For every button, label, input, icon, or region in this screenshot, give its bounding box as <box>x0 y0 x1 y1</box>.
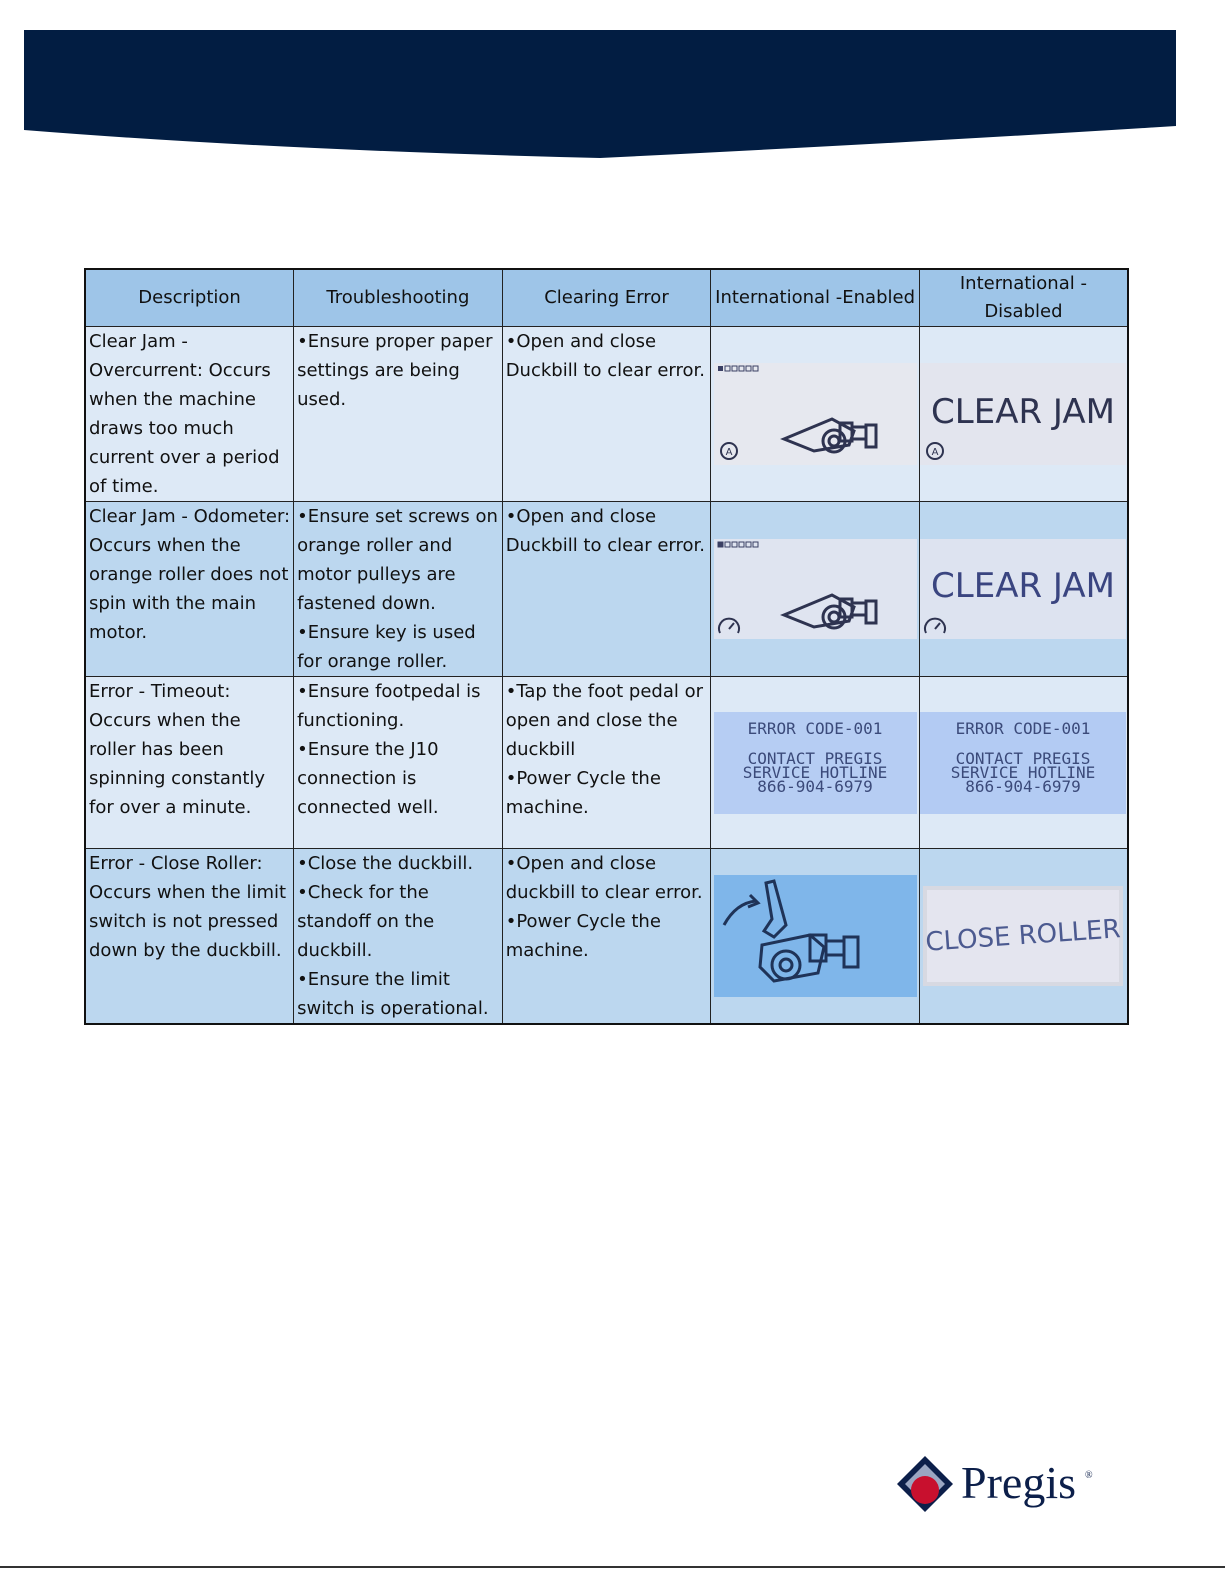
header-banner <box>24 30 1176 160</box>
lcd-text-line: 866-904-6979 <box>965 776 1082 796</box>
lcd-screen <box>714 363 917 465</box>
lcd-text-line: SERVICE HOTLINE <box>742 762 887 782</box>
pregis-logo-mark <box>893 1452 1098 1514</box>
pregis-logo <box>893 1452 1098 1514</box>
troubleshooting-item: • Ensure set screws on orange roller and motor pulleys are fastened down. <box>297 502 499 618</box>
lcd-screen <box>920 539 1126 639</box>
lcd-text: CLOSE ROLLER <box>924 914 1122 958</box>
table-row <box>85 327 1128 502</box>
troubleshooting-cell <box>294 502 503 677</box>
header-international-disabled: International - Disabled <box>919 269 1128 327</box>
clearing-item: • Power Cycle the machine. <box>506 764 708 822</box>
description-cell: Clear Jam - Odometer: Occurs when the orange roller does not spin with the main motor. <box>85 502 294 677</box>
troubleshooting-cell <box>294 677 503 849</box>
clearing-cell <box>502 327 711 502</box>
clearing-item: • Power Cycle the machine. <box>506 907 708 965</box>
troubleshooting-cell <box>294 849 503 1025</box>
lcd-screen <box>923 886 1123 986</box>
lcd-text: CLEAR JAM <box>931 566 1116 606</box>
intl-enabled-cell <box>711 849 920 1025</box>
troubleshooting-item: • Close the duckbill. <box>297 849 499 878</box>
lcd-text-line: CONTACT PREGIS <box>955 748 1091 768</box>
troubleshooting-item: • Ensure the J10 connection is connected well. <box>297 735 499 822</box>
lcd-text-line: ERROR CODE-001 <box>747 718 883 738</box>
lcd-screen <box>714 875 917 997</box>
lcd-screen <box>920 712 1126 814</box>
troubleshooting-item: • Ensure proper paper settings are being used. <box>297 327 499 414</box>
svg-text:A: A <box>932 447 939 458</box>
troubleshooting-cell <box>294 327 503 502</box>
intl-enabled-cell <box>711 677 920 849</box>
table-row <box>85 849 1128 1025</box>
intl-enabled-cell <box>711 327 920 502</box>
lcd-screen <box>714 539 917 639</box>
intl-disabled-cell <box>919 677 1128 849</box>
table-header-row <box>85 269 1128 327</box>
lcd-text: CLEAR JAM <box>931 392 1116 432</box>
header-international-enabled: International -Enabled <box>711 269 920 327</box>
troubleshooting-item: • Ensure footpedal is functioning. <box>297 677 499 735</box>
troubleshooting-item: • Ensure key is used for orange roller. <box>297 618 499 676</box>
intl-disabled-cell <box>919 502 1128 677</box>
lcd-screen <box>714 712 917 814</box>
troubleshooting-table <box>84 268 1129 1025</box>
table-row <box>85 677 1128 849</box>
lcd-screen <box>920 363 1126 465</box>
header-clearing-error: Clearing Error <box>502 269 711 327</box>
table-row <box>85 502 1128 677</box>
clearing-cell <box>502 849 711 1025</box>
description-cell: Error - Close Roller: Occurs when the limit switch is not pressed down by the duckbill. <box>85 849 294 1025</box>
clearing-cell <box>502 677 711 849</box>
troubleshooting-table-wrapper <box>84 268 1129 1025</box>
lcd-text-line: CONTACT PREGIS <box>747 748 883 768</box>
description-cell: Clear Jam - Overcurrent: Occurs when the machine draws too much current over a period of time. <box>85 327 294 502</box>
intl-disabled-cell <box>919 327 1128 502</box>
clearing-cell <box>502 502 711 677</box>
registered-mark: ® <box>1085 1470 1093 1481</box>
intl-disabled-cell <box>919 849 1128 1025</box>
header-troubleshooting: Troubleshooting <box>294 269 503 327</box>
clearing-item: • Open and close Duckbill to clear error. <box>506 502 708 560</box>
intl-enabled-cell <box>711 502 920 677</box>
lcd-text-line: ERROR CODE-001 <box>955 718 1091 738</box>
header-description: Description <box>85 269 294 327</box>
svg-text:A: A <box>725 447 732 458</box>
clearing-item: • Open and close Duckbill to clear error. <box>506 327 708 385</box>
logo-text: Pregis <box>961 1457 1076 1508</box>
footer-divider <box>0 1566 1225 1568</box>
troubleshooting-item: • Ensure the limit switch is operational. <box>297 965 499 1023</box>
clearing-item: • Open and close duckbill to clear error. <box>506 849 708 907</box>
lcd-text-line: SERVICE HOTLINE <box>951 762 1096 782</box>
description-cell: Error - Timeout: Occurs when the roller has been spinning constantly for over a minute. <box>85 677 294 849</box>
lcd-text-line: 866-904-6979 <box>756 776 873 796</box>
clearing-item: • Tap the foot pedal or open and close the duckbill <box>506 677 708 764</box>
troubleshooting-item: • Check for the standoff on the duckbill. <box>297 878 499 965</box>
